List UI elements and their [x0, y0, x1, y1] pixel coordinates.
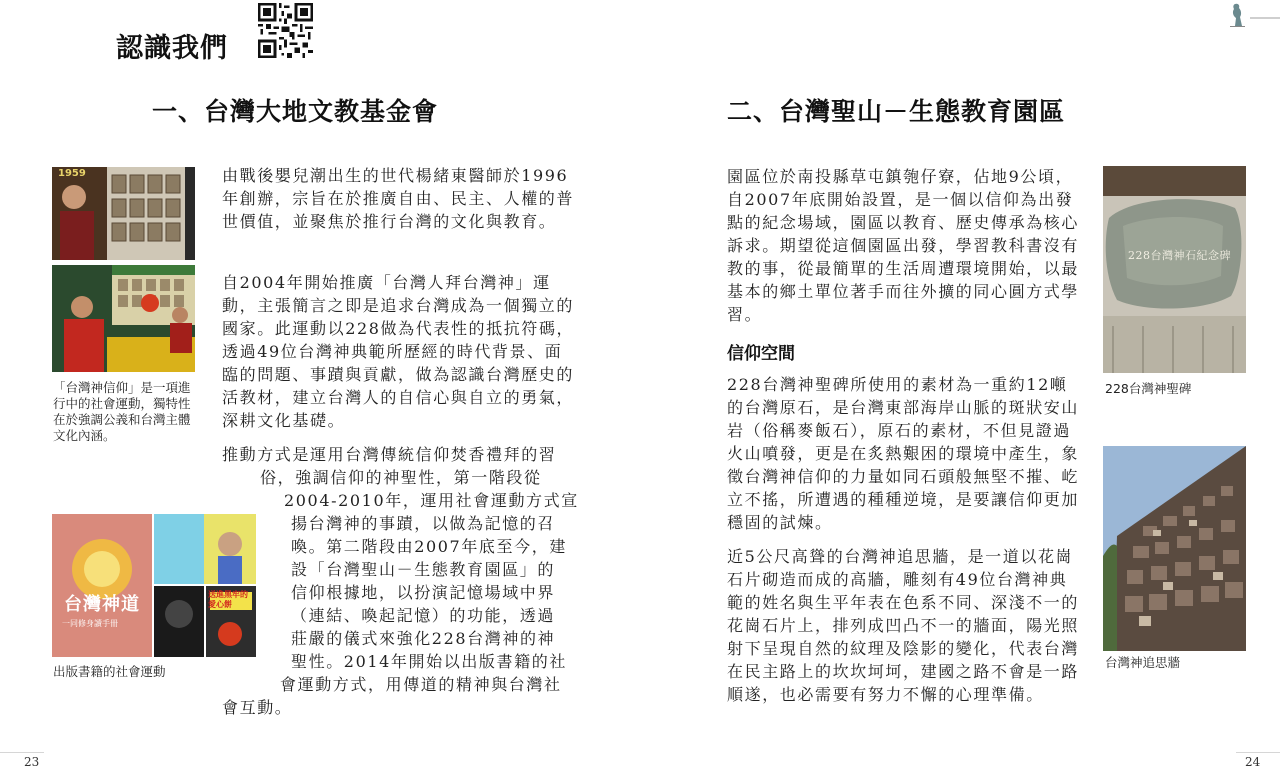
text-line: 設「台灣聖山－生態教育園區」的: [291, 560, 556, 579]
page-number-right: 24: [1245, 755, 1261, 769]
left-paragraph-2: 自2004年開始推廣「台灣人拜台灣神」運動，主張簡言之即是追求台灣成為一個獨立的國家。此運動以228做為代表性的抵抗符碼，透過49位台灣神典範所歷經的時代背景、面臨的問題、事蹟與貢獻，做為認識台灣歷史的活教材，建立台灣人的自信心與自立的勇氣，深耕文化基礎。: [222, 273, 575, 430]
right-caption-monument: 228台灣神聖碑: [1105, 381, 1192, 396]
photo-exhibition-booth: [52, 265, 195, 372]
text-line: （連結、喚起記憶）的功能，透過: [291, 606, 556, 625]
right-paragraph-1: 園區位於南投縣草屯鎮匏仔寮，佔地9公頃，自2007年底開始設置，是一個以信仰為出發點的紀念場域，園區以教育、歷史傳承為核心訴求。期望從這個園區出發，學習教科書沒有教的事，從最簡單的生活周遭環境開始，以最基本的鄉土單位著手而往外擴的同心圓方式學習。: [727, 167, 1080, 324]
text-line: 推動方式是運用台灣傳統信仰焚香禮拜的習: [222, 445, 557, 464]
page-rule-left: [0, 752, 44, 753]
text-line: 會運動方式，用傳道的精神與台灣社: [280, 675, 562, 694]
header-rule: [1250, 17, 1280, 19]
page-header-title: 認識我們: [116, 33, 228, 64]
qr-code-icon[interactable]: [258, 3, 313, 58]
left-caption-belief: 「台灣神信仰」是一項進行中的社會運動，獨特性在於強調公義和台灣主體文化內涵。: [53, 380, 191, 443]
text-line: 2004-2010年，運用社會運動方式宣: [284, 491, 579, 510]
page-number-left: 23: [24, 755, 40, 769]
right-section-title: 二、台灣聖山－生態教育園區: [727, 97, 1066, 126]
photo-memorial-wall: [1103, 446, 1246, 651]
photo-portrait-exhibition: [52, 167, 195, 260]
book3-title: 送進黑牢的愛心餅: [208, 590, 248, 609]
right-paragraph-2: 228台灣神聖碑所使用的素材為一重約12噸的台灣原石，是台灣東部海岸山脈的斑狀安山岩（俗稱麥飯石），原石的素材，不但見證過火山噴發，更是在炙熱艱困的環境中產生，象徵台灣神信仰的力量如同石頭般無堅不摧、屹立不搖，所遭遇的種種逆境，是要讓信仰更加穩固的試煉。: [727, 375, 1080, 532]
text-line: 聖性。2014年開始以出版書籍的社: [291, 652, 567, 671]
book1-subtitle: 一同修身讀手冊: [62, 619, 118, 628]
right-caption-wall: 台灣神追思牆: [1105, 655, 1181, 670]
left-section-title: 一、台灣大地文教基金會: [152, 97, 439, 126]
page-rule-right: [1236, 752, 1280, 753]
right-paragraph-3: 近5公尺高聳的台灣神追思牆，是一道以花崗石片砌造而成的高牆，雕刻有49位台灣神典範的姓名與生平年表在色系不同、深淺不一的花崗石片上，排列成凹凸不一的牆面，陽光照射下呈現自然的紋理及陰影的變化，代表台灣在民主路上的坎坎坷坷，建國之路不會是一路順遂，也必需要有努力不懈的心理準備。: [727, 547, 1080, 704]
stone-inscription: 228台灣神石紀念碑: [1128, 249, 1231, 262]
photo-tag: 1959: [58, 168, 86, 179]
text-line: 信仰根據地，以扮演記憶場域中界: [291, 583, 556, 602]
text-line: 會互動。: [222, 698, 293, 717]
figure-logo-icon: [1226, 2, 1248, 28]
left-caption-books: 出版書籍的社會運動: [53, 664, 166, 679]
left-paragraph-1: 由戰後嬰兒潮出生的世代楊緒東醫師於1996年創辦，宗旨在於推廣自由、民主、人權的普世價值，並聚焦於推行台灣的文化與教育。: [222, 166, 575, 231]
text-line: 莊嚴的儀式來強化228台灣神的神: [291, 629, 556, 648]
text-line: 揚台灣神的事蹟，以做為記憶的召: [291, 514, 556, 533]
photo-monument-stone: [1103, 166, 1246, 373]
right-subhead: 信仰空間: [727, 344, 795, 364]
left-paragraph-3: [222, 443, 582, 719]
book1-title: 台灣神道: [64, 594, 140, 615]
text-line: 俗，強調信仰的神聖性，第一階段從: [260, 468, 542, 487]
text-line: 喚。第二階段由2007年底至今，建: [291, 537, 567, 556]
